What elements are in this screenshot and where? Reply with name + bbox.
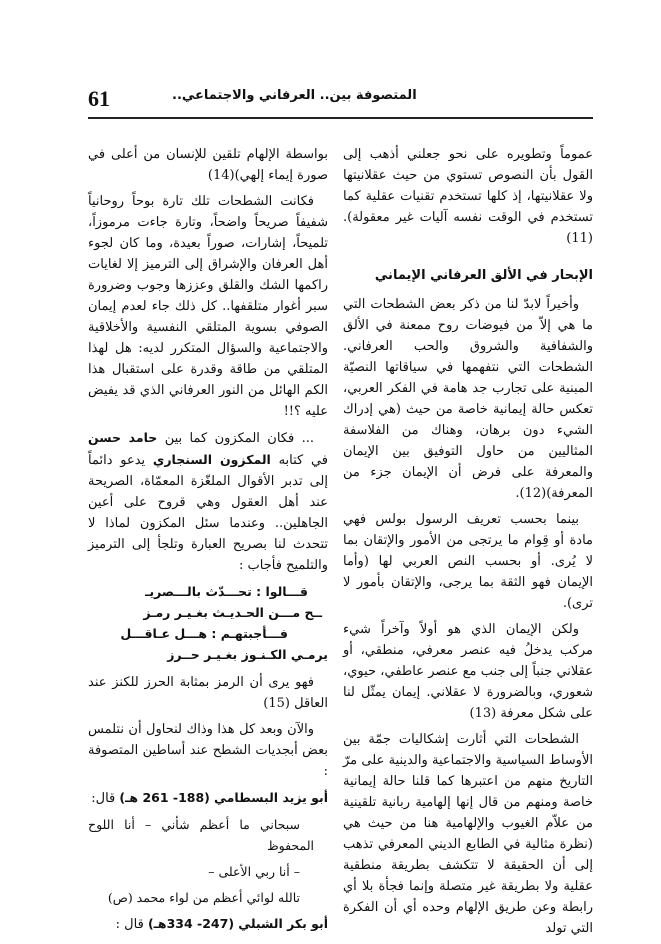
verse-block bbox=[88, 581, 328, 665]
running-title: المتصوفة بين.. العرفاني والاجتماعي.. bbox=[172, 88, 417, 103]
right-column bbox=[343, 144, 593, 944]
paragraph bbox=[88, 427, 328, 576]
paragraph: الشطحات التي أثارت إشكاليات جمّة بين الأوساط السياسية والاجتماعية والدينية على مرّ التاريخ منهم من اعتبرها كما قلنا حالة إيمانية خاصة ومنهم من قال إنها إلهامية ربانية تلقينية من علاّم الغيوب والإلهامية هنا من حيث هي (نظرة مثالية في الطابع الديني المعرفي تذهب إلى أن الحقيقة لا تتكشف بطريقة منطقية عقلية ولا بطريقة غير متصلة وإنما فجأة بلا أي رابطة وعن طريق الإلهام وحده أي أن الفكرة التي تولد bbox=[343, 732, 593, 936]
paragraph: بينما بحسب تعريف الرسول بولس فهي مادة أو قِوام ما يرتجى من الأمور والإتقان بما لا يُرى. أو بحسب النص العربي لها (وأما الإيمان فهو الثقة بما يرجى، والإتقان بأمور لا ترى). bbox=[343, 512, 593, 611]
text-run: في كتابه bbox=[278, 453, 328, 468]
text-run: ... فكان المكزون كما بين bbox=[164, 431, 315, 446]
section-heading: الإبحار في الألق العرفاني الإيماني bbox=[374, 268, 593, 283]
book-title: المكزون السنجاري bbox=[152, 452, 271, 467]
sufi-dates: (188- 261 هـ) bbox=[119, 790, 210, 805]
paragraph: والآن وبعد كل هذا وذاك لنحاول أن نتلمس بعض أبجديات الشطح عند أساطين المتصوفة : bbox=[88, 722, 328, 779]
author-name: حامد حسن bbox=[88, 430, 158, 445]
paragraph: فكانت الشطحات تلك تارة بوحاً روحانياً شفيفاً صريحاً واضحاً، وتارة جاءت مرموزاً، تلميحاً، إشارات، صوراً بعيدة، وما كان لجوء أهل العرفان والإشراق إلى الترميز إلا لغايات راكمها الشك والقلق وعززها وجوب وضرورة سبر أغوار متلقفها.. كل ذلك جاء لعدم إيمان الصوفي بسوية المتلقي النفسية والأخلاقية والاجتماعية والسؤال المتكرر لديه: هل لهذا المتلقي من طاقة وقدرة على استقبال هذا الكم الهائل من النور العرفاني الذي قد يفيض عليه ؟!! bbox=[88, 194, 328, 419]
sufi-entry bbox=[88, 787, 328, 809]
quote-line: – أنا ربي الأعلى – bbox=[208, 864, 300, 879]
paragraph: ولكن الإيمان الذي هو أولاً وآخراً شيء مركب يدخلُ فيه عنصر معرفي، منطقي، أو عقلاني جنباً إلى جنب مع عنصر عاطفي، حيوي، شعوري، وبالضرورة لا عقلاني. إيمان يمثّل لنا على شكل معرفة (13) bbox=[343, 622, 593, 721]
verse-line: فـــأجبتهـم : هـــل عـاقـــل bbox=[120, 626, 288, 641]
left-column bbox=[88, 144, 328, 940]
said-label: قال : bbox=[115, 917, 144, 932]
verse-line: ــح مـــن الحـديـث بغـيـر رمـز bbox=[143, 605, 322, 620]
sufi-entry bbox=[88, 913, 328, 935]
verse-line: قـــالوا : تحـــدّث بالـــصريـ bbox=[145, 584, 308, 599]
text-run: يدعو دائماً إلى تدبر الأقوال الملغّزة المعمّاة، الصريحة عند أهل العقول وهي قروح على أعين الجاهلين.. وعندما سئل المكزون لماذا لا تتحدث لنا بصريح العبارة وتلجأ إلى الترميز والتلميح فأجاب : bbox=[88, 453, 328, 573]
paragraph: فهو يرى أن الرمز بمثابة الحرز للكنز عند العاقل (15) bbox=[88, 675, 328, 711]
page-number: 61 bbox=[88, 86, 110, 111]
paragraph: عموماً وتطويره على نحو جعلني أذهب إلى القول بأن النصوص تستوي من حيث عقلانيتها ولا عقلانيتها، إذ كلها تستخدم تقنيات عقلية كما تستخدم في الوقت نفسه آليات غير معقولة).(11) bbox=[343, 147, 593, 246]
header-rule bbox=[88, 117, 593, 119]
paragraph: وأخيراً لابدّ لنا من ذكر بعض الشطحات التي ما هي إلاّ من فيوضات روح ممعنة في الألق والشفافية والشروق والحب العرفاني. الشطحات التي نتفهمها في سياقاتها النصيّة المبنية على تجارب جد هامة في الفكر العربي، تعكس حالة إيمانية خاصة من حيث (هي إدراك الشيء دون برهان، وهناك من الفلاسفة المثاليين من حاول التوفيق بين الإيمان والمعرفة على فرض أن الإيمان جزء من المعرفة)(12). bbox=[343, 297, 593, 501]
sufi-name: أبو بكر الشبلي bbox=[238, 916, 328, 931]
quote-line: سبحاني ما أعظم شأني – أنا اللوح المحفوظ bbox=[88, 817, 314, 853]
quote-line: تالله لوائي أعظم من لواء محمد (ص) bbox=[107, 890, 300, 905]
sufi-name: أبو يزيد البسطامي bbox=[214, 790, 328, 805]
said-label: قال: bbox=[91, 791, 116, 806]
sufi-dates: (247- 334هـ) bbox=[147, 916, 235, 931]
verse-line: يرمـي الكـنـوز بغـيـر حــرز bbox=[167, 647, 328, 662]
paragraph: بواسطة الإلهام تلقين للإنسان من أعلى في صورة إيماء إلهي)(14) bbox=[88, 147, 328, 183]
